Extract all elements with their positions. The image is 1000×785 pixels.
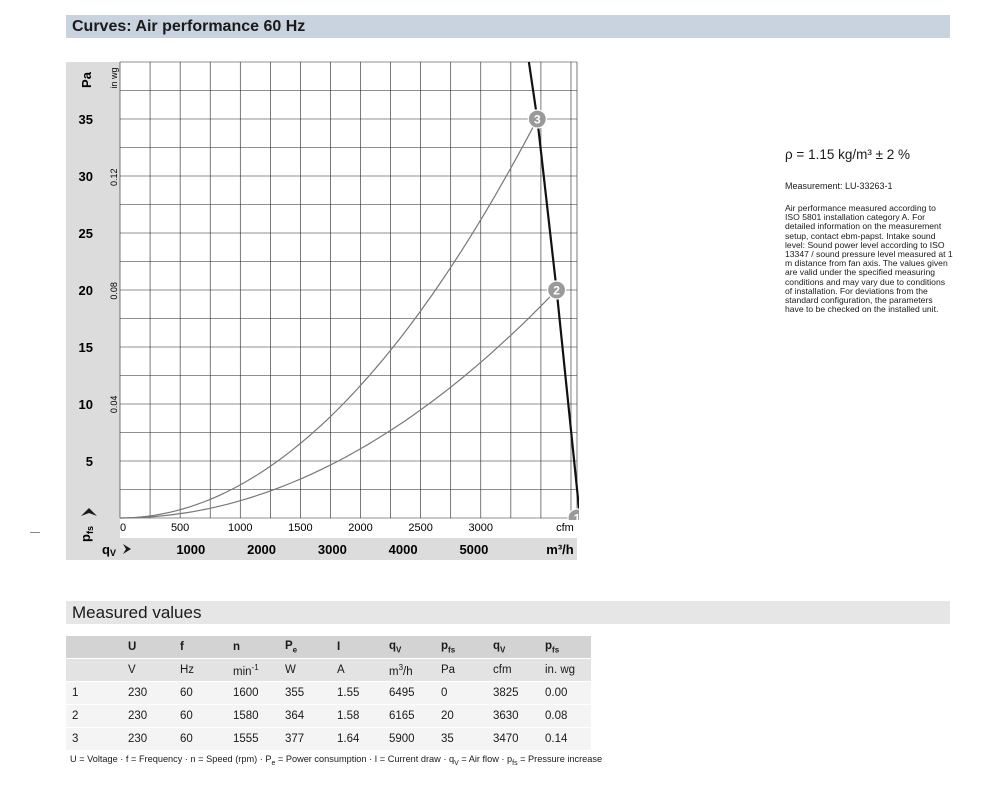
header-cell bbox=[122, 636, 174, 659]
x-tick-label-cfm: 2500 bbox=[408, 522, 433, 534]
header-subscript: V bbox=[396, 645, 402, 655]
legend-subscript: fs bbox=[512, 759, 518, 767]
table-cell: 230 bbox=[122, 682, 174, 705]
table-cell: 1555 bbox=[227, 728, 279, 751]
row-index-cell: 2 bbox=[66, 705, 122, 728]
header-symbol: p bbox=[545, 639, 553, 652]
table-cell: 0.08 bbox=[539, 705, 591, 728]
unit-cell bbox=[174, 659, 227, 682]
measurement-description: Air performance measured according to ISO 5801 installation category A. For detailed information on the measurement setup, contact ebm-papst. Intake sound level: Sound power level according to ISO 13347 / sound pressure level measured at 1 m distance from fan axis. The values given are valid under the specified measuring conditions and may vary due to conditions of installation. For deviations from the standard configuration, the parameters have to be checked on the installed unit. bbox=[785, 203, 953, 315]
unit-cell bbox=[279, 659, 331, 682]
y-tick-label-pa: 20 bbox=[78, 283, 93, 298]
header-cell bbox=[435, 636, 487, 659]
header-symbol: p bbox=[441, 639, 449, 652]
unit-cell bbox=[122, 659, 174, 682]
header-subscript: e bbox=[292, 645, 298, 655]
unit-superscript: -1 bbox=[251, 662, 259, 672]
unit-text: min bbox=[233, 665, 252, 678]
table-cell: 0.14 bbox=[539, 728, 591, 751]
y-tick-label-pa: 35 bbox=[78, 112, 93, 127]
table-legend bbox=[70, 754, 602, 767]
x-tick-label-cfm: 3000 bbox=[468, 522, 494, 534]
x-axis-symbol: qV bbox=[102, 542, 116, 558]
legend-subscript: V bbox=[454, 759, 459, 767]
table-cell: 377 bbox=[279, 728, 331, 751]
row-index-cell: 3 bbox=[66, 728, 122, 751]
unit-cell bbox=[487, 659, 539, 682]
unit-cell bbox=[539, 659, 591, 682]
header-symbol: U bbox=[128, 641, 137, 653]
table-cell: 3630 bbox=[487, 705, 539, 728]
legend-text: U = Voltage · f = Frequency · n = Speed (rpm) · P bbox=[70, 754, 272, 764]
table-cell: 1580 bbox=[227, 705, 279, 728]
unit-cell bbox=[331, 659, 383, 682]
header-subscript: fs bbox=[448, 645, 456, 655]
table-cell: 1600 bbox=[227, 682, 279, 705]
header-symbol: f bbox=[180, 641, 184, 653]
operating-point-label: 2 bbox=[553, 283, 560, 298]
measured-section-bar bbox=[66, 601, 950, 624]
operating-point-label: 1 bbox=[573, 511, 581, 526]
x-tick-label-cfm: 500 bbox=[170, 522, 190, 534]
curves-title: Curves: Air performance 60 Hz bbox=[72, 18, 306, 35]
air-density-note: ρ = 1.15 kg/m³ ± 2 % bbox=[785, 147, 911, 162]
legend-subscript: e bbox=[271, 759, 276, 767]
header-cell bbox=[279, 636, 331, 659]
x-unit-cfm: cfm bbox=[556, 522, 574, 534]
header-subscript: V bbox=[500, 645, 506, 655]
table-cell: 0 bbox=[435, 682, 487, 705]
header-cell bbox=[227, 636, 279, 659]
table-header-row bbox=[66, 636, 591, 659]
x-tick-label-m3h: 5000 bbox=[459, 542, 489, 557]
header-cell bbox=[487, 636, 539, 659]
header-subscript: fs bbox=[552, 645, 560, 655]
header-symbol: P bbox=[285, 639, 293, 652]
table-cell: 355 bbox=[279, 682, 331, 705]
table-cell: 1.58 bbox=[331, 705, 383, 728]
unit-text: A bbox=[337, 664, 345, 676]
table-row bbox=[66, 705, 591, 728]
unit-text: Pa bbox=[441, 664, 456, 676]
table-cell: 1.64 bbox=[331, 728, 383, 751]
unit-tail: /h bbox=[403, 665, 413, 678]
y-tick-label-inwg: 0.04 bbox=[109, 395, 119, 414]
table-cell: 60 bbox=[174, 682, 227, 705]
x-tick-label-m3h: 1000 bbox=[176, 542, 206, 557]
table-cell: 3470 bbox=[487, 728, 539, 751]
unit-superscript: 3 bbox=[398, 662, 404, 672]
y-tick-label-pa: 10 bbox=[78, 397, 93, 412]
unit-text: cfm bbox=[493, 664, 512, 676]
unit-text: in. wg bbox=[545, 664, 576, 676]
table-row bbox=[66, 728, 591, 751]
header-cell bbox=[539, 636, 591, 659]
x-tick-label-cfm: 2000 bbox=[348, 522, 373, 534]
x-tick-label-m3h: 4000 bbox=[388, 542, 418, 557]
unit-text: m bbox=[389, 665, 399, 678]
margin-dash bbox=[30, 532, 40, 533]
table-row bbox=[66, 682, 591, 705]
header-symbol: q bbox=[493, 639, 501, 652]
y-tick-label-inwg: 0.12 bbox=[109, 168, 119, 187]
table-cell: 230 bbox=[122, 705, 174, 728]
table-cell: 35 bbox=[435, 728, 487, 751]
table-cell: 60 bbox=[174, 728, 227, 751]
y-axis-band bbox=[66, 62, 120, 560]
table-cell: 6495 bbox=[383, 682, 435, 705]
header-cell bbox=[174, 636, 227, 659]
x-tick-label-cfm: 1000 bbox=[228, 522, 253, 534]
legend-text: = Air flow · p bbox=[458, 754, 513, 764]
x-tick-label-m3h: 3000 bbox=[317, 542, 347, 557]
table-cell: 3825 bbox=[487, 682, 539, 705]
header-symbol: q bbox=[389, 639, 397, 652]
unit-cell-blank bbox=[66, 659, 122, 682]
operating-point-label: 3 bbox=[533, 112, 541, 127]
y-axis-symbol: $p_{fs}$ bbox=[78, 526, 95, 542]
header-symbol: I bbox=[337, 641, 341, 653]
header-cell bbox=[331, 636, 383, 659]
y-tick-label-pa: 5 bbox=[85, 454, 93, 469]
unit-text: W bbox=[285, 664, 296, 676]
table-cell: 230 bbox=[122, 728, 174, 751]
unit-text: V bbox=[128, 664, 136, 676]
y-tick-label-inwg: 0.08 bbox=[109, 282, 119, 300]
measurement-id: Measurement: LU-33263-1 bbox=[785, 181, 893, 191]
y-unit-pa: Pa bbox=[79, 72, 94, 88]
legend-text: = Power consumption · I = Current draw · q bbox=[275, 754, 455, 764]
legend-text: = Pressure increase bbox=[517, 754, 603, 764]
header-cell bbox=[383, 636, 435, 659]
table-cell: 1.55 bbox=[331, 682, 383, 705]
y-tick-label-pa: 15 bbox=[78, 340, 93, 355]
x-unit-m3h: m³/h bbox=[546, 542, 574, 557]
measured-title: Measured values bbox=[72, 603, 202, 622]
x-tick-label-cfm: 0 bbox=[120, 522, 127, 534]
measured-values-table bbox=[66, 636, 591, 751]
y-unit-inwg: in wg bbox=[109, 67, 119, 89]
unit-cell bbox=[227, 659, 279, 682]
header-cell-blank bbox=[66, 636, 122, 659]
unit-text: Hz bbox=[180, 664, 195, 676]
table-cell: 60 bbox=[174, 705, 227, 728]
row-index-cell: 1 bbox=[66, 682, 122, 705]
table-cell: 6165 bbox=[383, 705, 435, 728]
table-cell: 364 bbox=[279, 705, 331, 728]
table-cell: 5900 bbox=[383, 728, 435, 751]
header-symbol: n bbox=[233, 641, 241, 653]
x-tick-label-m3h: 2000 bbox=[247, 542, 277, 557]
x-tick-label-cfm: 1500 bbox=[288, 522, 313, 534]
y-tick-label-pa: 25 bbox=[78, 226, 93, 241]
y-tick-label-pa: 30 bbox=[78, 169, 93, 184]
table-cell: 20 bbox=[435, 705, 487, 728]
unit-cell bbox=[435, 659, 487, 682]
table-cell: 0.00 bbox=[539, 682, 591, 705]
table-units-row bbox=[66, 659, 591, 682]
unit-cell bbox=[383, 659, 435, 682]
